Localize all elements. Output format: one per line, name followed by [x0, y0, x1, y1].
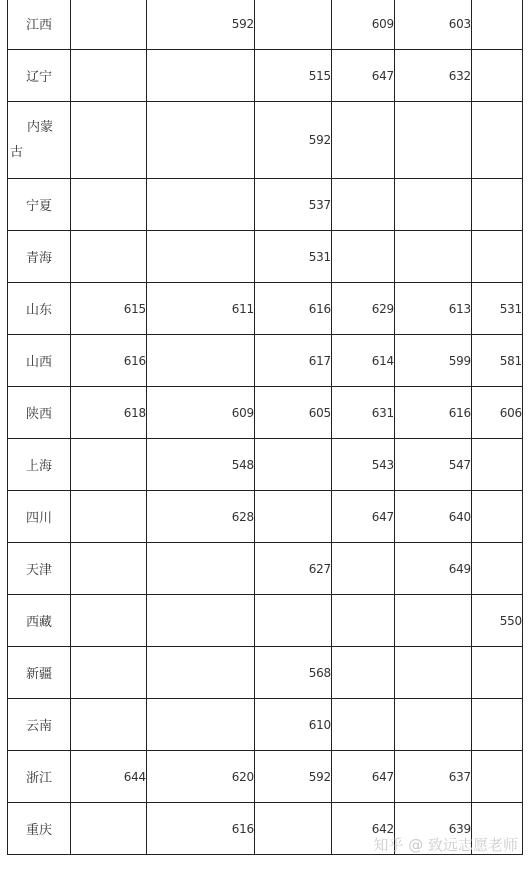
score-cell: 548	[147, 439, 255, 491]
table-row	[8, 803, 523, 855]
score-cell	[395, 699, 472, 751]
score-cell: 616	[255, 283, 332, 335]
score-table-body	[8, 0, 523, 855]
score-cell: 615	[71, 283, 147, 335]
score-cell: 616	[147, 803, 255, 855]
score-cell	[395, 102, 472, 179]
score-cell	[255, 595, 332, 647]
province-label: 宁夏	[25, 199, 52, 214]
score-cell	[472, 231, 523, 283]
score-cell	[395, 647, 472, 699]
score-cell	[395, 179, 472, 231]
score-cell	[332, 179, 395, 231]
table-row	[8, 0, 523, 50]
province-cell	[8, 595, 71, 647]
score-cell: 632	[395, 50, 472, 102]
table-row	[8, 231, 523, 283]
score-cell	[332, 699, 395, 751]
score-cell: 618	[71, 387, 147, 439]
score-cell: 637	[395, 751, 472, 803]
score-cell: 613	[395, 283, 472, 335]
score-cell	[147, 50, 255, 102]
table-row	[8, 50, 523, 102]
score-cell	[332, 647, 395, 699]
table-row	[8, 387, 523, 439]
score-cell: 550	[472, 595, 523, 647]
score-cell	[472, 699, 523, 751]
score-cell	[71, 179, 147, 231]
table-row	[8, 543, 523, 595]
score-cell	[472, 50, 523, 102]
score-cell: 609	[147, 387, 255, 439]
province-cell	[8, 102, 71, 179]
province-label: 四川	[25, 511, 52, 526]
table-row	[8, 699, 523, 751]
province-label: 上海	[25, 459, 52, 474]
province-cell	[8, 50, 71, 102]
score-cell: 628	[147, 491, 255, 543]
score-cell	[255, 439, 332, 491]
watermark: 知乎 @ 致远志愿老师	[373, 836, 518, 854]
score-cell	[71, 647, 147, 699]
score-cell: 620	[147, 751, 255, 803]
table-row	[8, 491, 523, 543]
province-label: 辽宁	[25, 70, 52, 85]
score-cell	[472, 102, 523, 179]
province-label: 浙江	[25, 771, 52, 786]
score-cell: 592	[255, 102, 332, 179]
province-label: 天津	[25, 563, 52, 578]
score-cell: 531	[472, 283, 523, 335]
province-cell	[8, 751, 71, 803]
score-cell	[395, 595, 472, 647]
province-label: 西藏	[25, 615, 52, 630]
score-cell	[147, 102, 255, 179]
score-cell	[71, 543, 147, 595]
score-cell: 592	[255, 751, 332, 803]
score-cell	[255, 491, 332, 543]
score-cell	[395, 231, 472, 283]
score-cell: 640	[395, 491, 472, 543]
province-cell	[8, 231, 71, 283]
score-cell: 605	[255, 387, 332, 439]
score-cell	[147, 543, 255, 595]
province-cell	[8, 0, 71, 50]
score-cell: 642	[332, 803, 395, 855]
score-cell	[472, 647, 523, 699]
score-cell	[71, 699, 147, 751]
score-cell	[71, 231, 147, 283]
score-cell	[71, 50, 147, 102]
province-cell	[8, 647, 71, 699]
province-cell	[8, 387, 71, 439]
province-cell	[8, 283, 71, 335]
score-cell: 616	[71, 335, 147, 387]
score-cell: 617	[255, 335, 332, 387]
table-row	[8, 647, 523, 699]
score-cell: 543	[332, 439, 395, 491]
score-cell	[255, 803, 332, 855]
score-cell	[147, 231, 255, 283]
score-cell: 610	[255, 699, 332, 751]
province-label: 云南	[25, 719, 52, 734]
province-cell	[8, 439, 71, 491]
score-cell: 649	[395, 543, 472, 595]
score-cell: 606	[472, 387, 523, 439]
score-cell: 639	[395, 803, 472, 855]
province-cell	[8, 491, 71, 543]
table-row	[8, 439, 523, 491]
score-cell	[472, 439, 523, 491]
score-cell	[332, 595, 395, 647]
score-table	[7, 0, 523, 855]
score-cell	[147, 647, 255, 699]
score-cell: 592	[147, 0, 255, 50]
score-cell: 631	[332, 387, 395, 439]
province-label: 江西	[25, 18, 52, 33]
score-cell	[147, 595, 255, 647]
score-cell	[332, 231, 395, 283]
score-cell: 616	[395, 387, 472, 439]
table-row	[8, 283, 523, 335]
score-cell	[255, 0, 332, 50]
score-cell	[472, 0, 523, 50]
score-cell: 647	[332, 50, 395, 102]
score-cell: 644	[71, 751, 147, 803]
score-cell	[71, 803, 147, 855]
score-cell: 547	[395, 439, 472, 491]
score-cell: 599	[395, 335, 472, 387]
table-row	[8, 179, 523, 231]
province-label: 新疆	[25, 667, 52, 682]
table-row	[8, 335, 523, 387]
score-cell: 568	[255, 647, 332, 699]
score-cell	[472, 543, 523, 595]
score-cell: 611	[147, 283, 255, 335]
score-cell: 581	[472, 335, 523, 387]
province-cell	[8, 803, 71, 855]
score-cell: 609	[332, 0, 395, 50]
score-cell	[71, 439, 147, 491]
score-cell: 627	[255, 543, 332, 595]
score-cell: 537	[255, 179, 332, 231]
province-label-line: 内蒙	[26, 120, 53, 135]
province-label: 陕西	[25, 407, 52, 422]
score-cell: 531	[255, 231, 332, 283]
province-cell	[8, 543, 71, 595]
province-label: 山西	[25, 355, 52, 370]
score-cell: 629	[332, 283, 395, 335]
table-row	[8, 751, 523, 803]
score-cell	[332, 543, 395, 595]
score-cell	[472, 751, 523, 803]
province-label: 重庆	[25, 823, 52, 838]
score-cell: 647	[332, 491, 395, 543]
score-cell: 647	[332, 751, 395, 803]
score-cell	[147, 179, 255, 231]
score-cell	[332, 102, 395, 179]
province-cell	[8, 179, 71, 231]
score-cell	[71, 0, 147, 50]
province-label: 山东	[25, 303, 52, 318]
province-cell	[8, 335, 71, 387]
province-cell	[8, 699, 71, 751]
score-cell	[147, 699, 255, 751]
score-cell: 614	[332, 335, 395, 387]
province-label-line: 古	[10, 145, 24, 160]
score-cell: 515	[255, 50, 332, 102]
table-row	[8, 595, 523, 647]
province-label: 青海	[25, 251, 52, 266]
score-cell	[147, 335, 255, 387]
table-row	[8, 102, 523, 179]
score-cell	[472, 803, 523, 855]
score-cell	[71, 595, 147, 647]
score-cell	[71, 102, 147, 179]
score-cell: 603	[395, 0, 472, 50]
score-cell	[71, 491, 147, 543]
score-cell	[472, 179, 523, 231]
score-cell	[472, 491, 523, 543]
